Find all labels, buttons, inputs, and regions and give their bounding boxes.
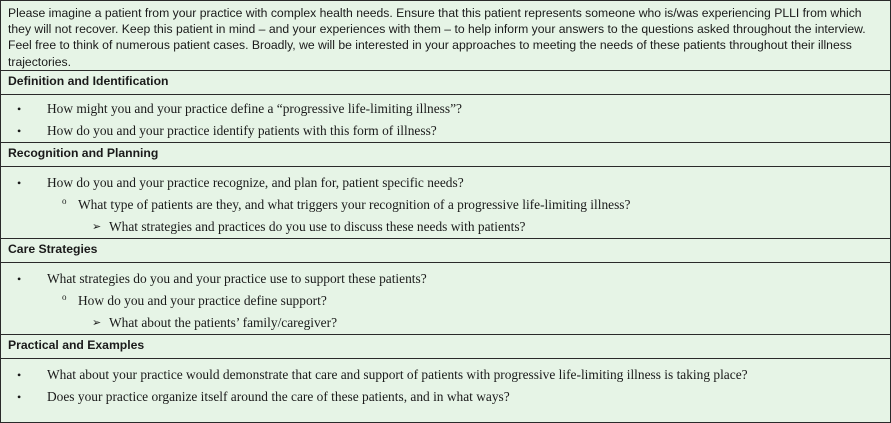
bullet-icon: • xyxy=(17,272,22,286)
sub-question-text: How do you and your practice define support? xyxy=(78,293,327,308)
sub-sub-question-item xyxy=(1,313,890,335)
section-heading-practical: Practical and Examples xyxy=(1,335,890,359)
question-text: What strategies do you and your practice use to support these patients? xyxy=(47,271,427,286)
question-text: Does your practice organize itself around the care of these patients, and in what ways? xyxy=(47,389,510,404)
sub-question-item xyxy=(1,195,890,217)
question-text: What about your practice would demonstrate that care and support of patients with progressive life-limiting illness is taking place? xyxy=(47,367,748,382)
section-heading-definition: Definition and Identification xyxy=(1,71,890,95)
sub-question-text: What type of patients are they, and what triggers your recognition of a progressive life-limiting illness? xyxy=(78,197,631,212)
section-body-definition xyxy=(1,95,890,143)
intro-text: Please imagine a patient from your practice with complex health needs. Ensure that this patient represents someone who is/was experiencing PLLI from which they will not recover. Keep this patient in mind – and your experiences with them – to help inform your answers to the questions asked throughout the interview. Feel free to think of numerous patient cases. Broadly, we will be interested in your approaches to meeting the needs of these patients throughout their illness trajectories. xyxy=(1,1,890,71)
bullet-icon: • xyxy=(17,102,22,116)
bullet-icon: • xyxy=(17,368,22,382)
section-body-practical xyxy=(1,359,890,409)
question-text: How do you and your practice recognize, and plan for, patient specific needs? xyxy=(47,175,464,190)
bullet-icon: • xyxy=(17,124,22,138)
sub-sub-question-text: What about the patients’ family/caregiver? xyxy=(109,315,338,330)
question-text: How might you and your practice define a “progressive life-limiting illness”? xyxy=(47,101,462,116)
section-heading-recognition: Recognition and Planning xyxy=(1,143,890,167)
question-item xyxy=(1,99,890,121)
question-item xyxy=(1,387,890,409)
section-body-care-strategies xyxy=(1,263,890,335)
question-item xyxy=(1,365,890,387)
question-item xyxy=(1,121,890,143)
arrow-bullet-icon: ➢ xyxy=(92,317,102,329)
question-item xyxy=(1,173,890,195)
section-heading-care-strategies: Care Strategies xyxy=(1,239,890,263)
sub-bullet-icon: o xyxy=(62,292,67,302)
bullet-icon: • xyxy=(17,176,22,190)
section-body-recognition xyxy=(1,167,890,239)
sub-sub-question-item xyxy=(1,217,890,239)
question-text: How do you and your practice identify patients with this form of illness? xyxy=(47,123,437,138)
sub-bullet-icon: o xyxy=(62,196,67,206)
bullet-icon: • xyxy=(17,390,22,404)
question-item xyxy=(1,269,890,291)
sub-question-item xyxy=(1,291,890,313)
arrow-bullet-icon: ➢ xyxy=(92,221,102,233)
sub-sub-question-text: What strategies and practices do you use to discuss these needs with patients? xyxy=(109,219,526,234)
